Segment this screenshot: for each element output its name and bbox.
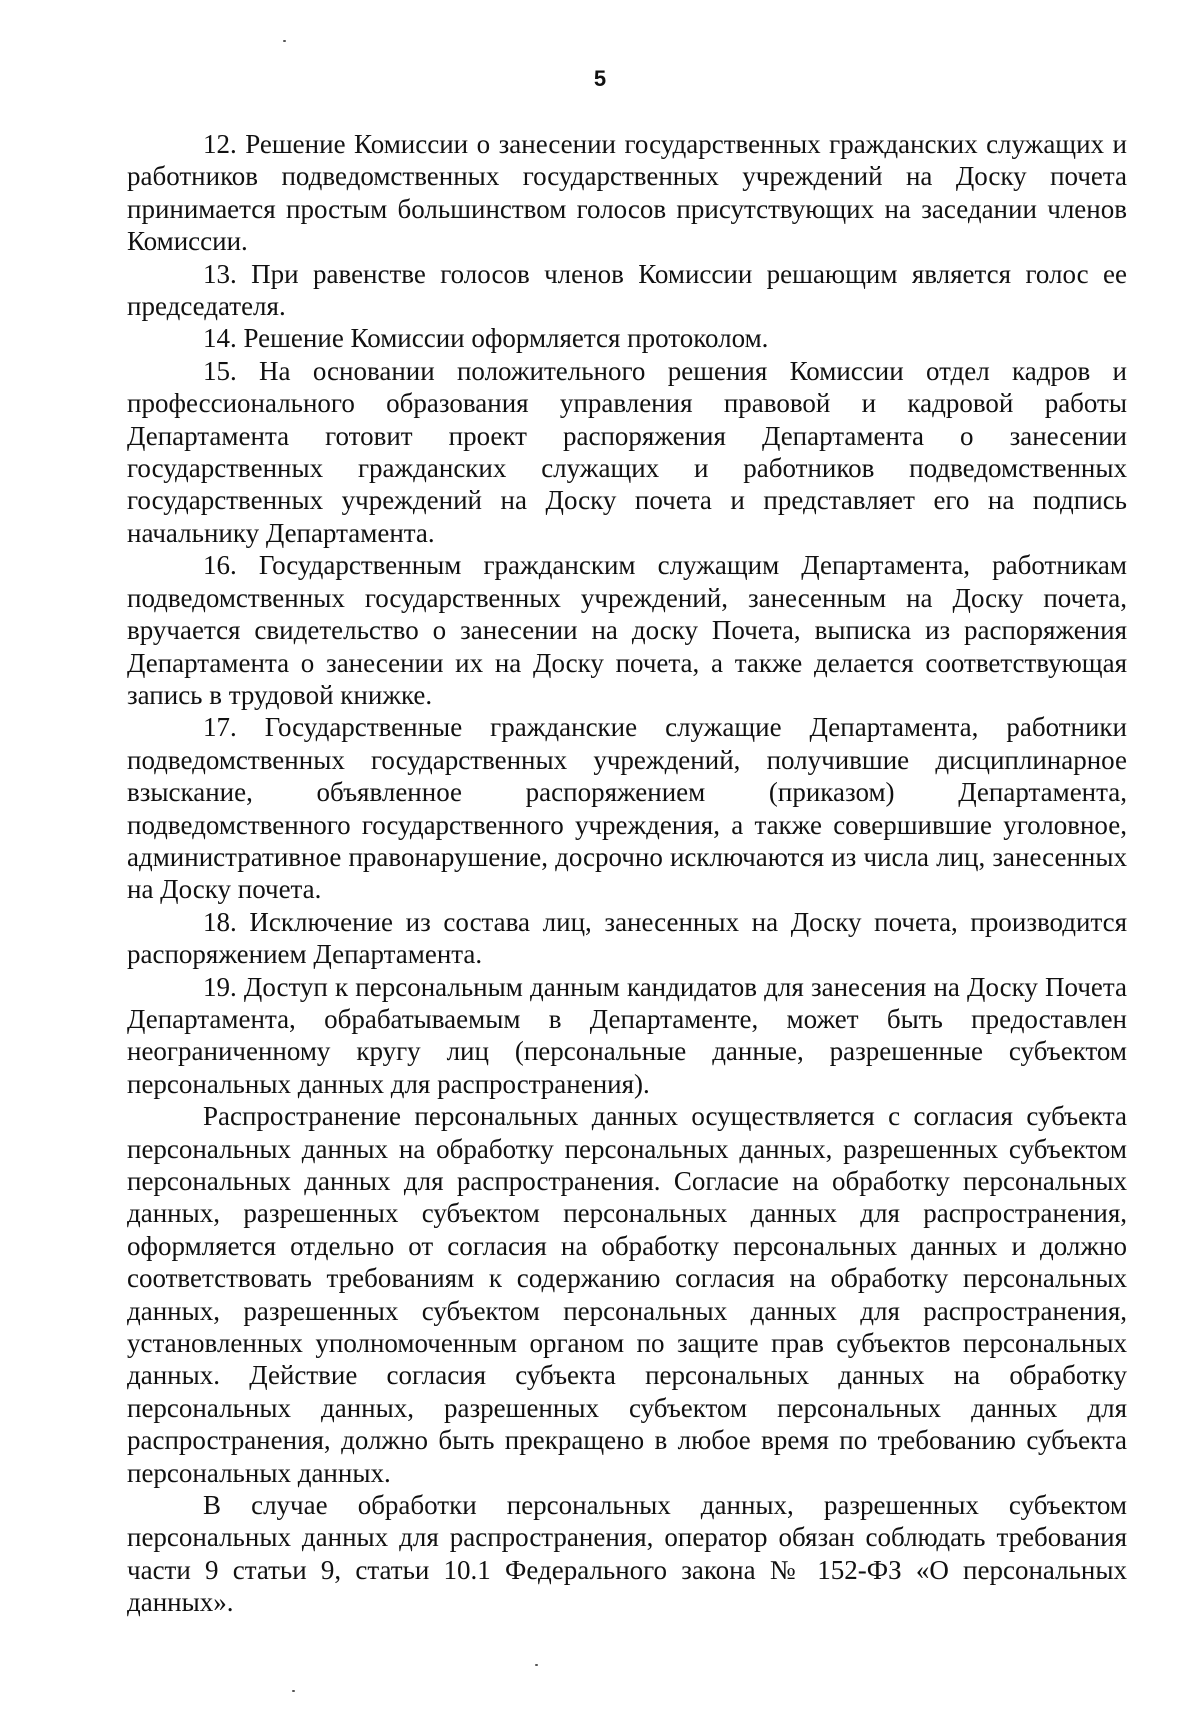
paragraph-19: 19. Доступ к персональным данным кандидатов для занесения на Доску Почета Департамента, обрабатываемым в Департаменте, может быть предоставлен неограниченному кругу лиц (персональные данные, разрешенные субъектом персональных данных для распространения). xyxy=(127,971,1127,1099)
paragraph-19-distribution: Распространение персональных данных осуществляется с согласия субъекта персональных данных на обработку персональных данных, разрешенных субъектом персональных данных для распространения. Согласие на обработку персональных данных, разрешенных субъектом персональных данных для распространения, оформляется отдельно от согласия на обработку персональных данных и должно соответствовать требованиям к содержанию согласия на обработку персональных данных, разрешенных субъектом персональных данных для распространения, установленных уполномоченным органом по защите прав субъектов персональных данных. Действие согласия субъекта персональных данных на обработку персональных данных, разрешенных субъектом персональных данных для распространения, должно быть прекращено в любое время по требованию субъекта персональных данных. xyxy=(127,1101,1127,1488)
paragraph-12: 12. Решение Комиссии о занесении государственных гражданских служащих и работников подведомственных государственных учреждений на Доску почета принимается простым большинством голосов присутствующих на заседании членов Комиссии. xyxy=(127,129,1127,257)
paragraph-13: 13. При равенстве голосов членов Комиссии решающим является голос ее председателя. xyxy=(127,258,1127,322)
paragraph-14: 14. Решение Комиссии оформляется протоколом. xyxy=(203,323,769,354)
scan-speck xyxy=(283,40,286,42)
page-number: 5 xyxy=(593,66,607,91)
scan-speck xyxy=(535,1664,538,1666)
paragraph-17: 17. Государственные гражданские служащие Департамента, работники подведомственных государственных учреждений, получившие дисциплинарное взыскание, объявленное распоряжением (приказом) Департамента, подведомственного государственного учреждения, а также совершившие уголовное, административное правонарушение, досрочно исключаются из числа лиц, занесенных на Доску почета. xyxy=(127,712,1127,905)
paragraph-18: 18. Исключение из состава лиц, занесенных на Доску почета, производится распоряжением Департамента. xyxy=(127,906,1127,970)
scan-speck xyxy=(292,1690,295,1692)
paragraph-19-operator-obligation: В случае обработки персональных данных, разрешенных субъектом персональных данных для распространения, оператор обязан соблюдать требования части 9 статьи 9, статьи 10.1 Федерального закона № 152-ФЗ «О персональных данных». xyxy=(127,1490,1127,1618)
paragraph-15: 15. На основании положительного решения Комиссии отдел кадров и профессионального образования управления правовой и кадровой работы Департамента готовит проект распоряжения Департамента о занесении государственных гражданских служащих и работников подведомственных государственных учреждений на Доску почета и представляет его на подпись начальнику Департамента. xyxy=(127,355,1127,548)
document-body xyxy=(127,128,1127,1619)
paragraph-16: 16. Государственным гражданским служащим Департамента, работникам подведомственных государственных учреждений, занесенным на Доску почета, вручается свидетельство о занесении на доску Почета, выписка из распоряжения Департамента о занесении их на Доску почета, а также делается соответствующая запись в трудовой книжке. xyxy=(127,550,1127,710)
